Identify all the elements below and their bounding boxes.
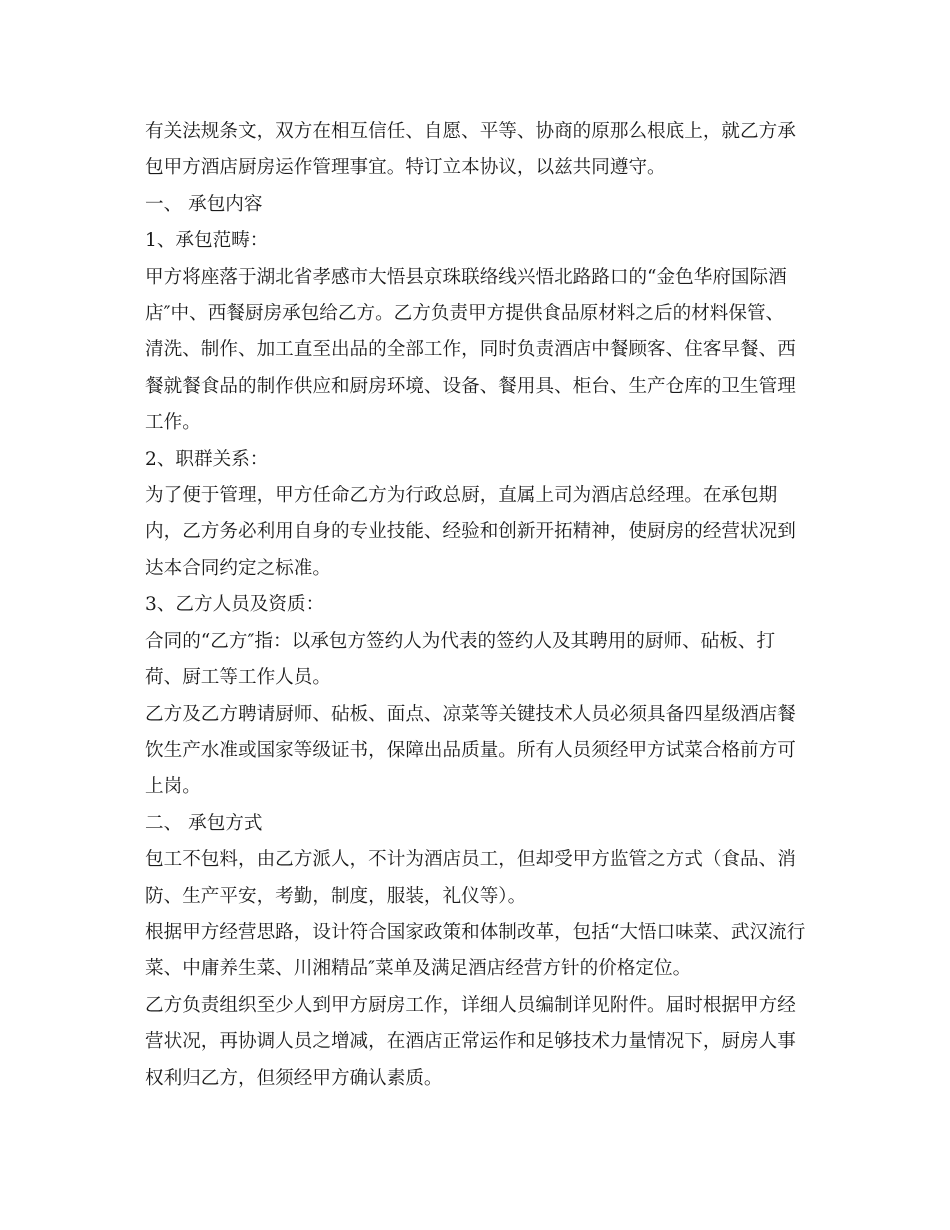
text-line: 1、承包范畴： xyxy=(145,230,269,252)
text-line: 包工不包料，由乙方派人，不计为酒店员工，但却受甲方监管之方式（食品、消 xyxy=(145,849,796,871)
text-line: 合同的“乙方″指：以承包方签约人为代表的签约人及其聘用的厨师、砧板、打 xyxy=(145,630,776,652)
paragraph xyxy=(145,442,817,478)
text-line: 甲方将座落于湖北省孝感市大悟县京珠联络线兴悟北路路口的“金色华府国际酒 xyxy=(145,266,787,288)
text-line: 二、 承包方式 xyxy=(145,812,263,834)
text-line: 为了便于管理，甲方任命乙方为行政总厨，直属上司为酒店总经理。在承包期 xyxy=(145,485,778,507)
text-line: 清洗、制作、加工直至出品的全部工作，同时负责酒店中餐顾客、住客早餐、西 xyxy=(145,339,796,361)
text-line: 工作。 xyxy=(145,412,201,434)
paragraph xyxy=(145,697,817,806)
text-line: 防、生产平安，考勤，制度，服装，礼仪等）。 xyxy=(145,885,527,907)
text-line: 餐就餐食品的制作供应和厨房环境、设备、餐用具、柜台、生产仓库的卫生管理 xyxy=(145,375,796,397)
paragraph xyxy=(145,587,817,623)
text-line: 菜、中庸养生菜、川湘精品″菜单及满足酒店经营方针的价格定位。 xyxy=(145,958,692,980)
text-line: 饮生产水准或国家等级证书，保障出品质量。所有人员须经甲方试菜合格前方可 xyxy=(145,739,796,761)
paragraph xyxy=(145,624,817,697)
text-line: 达本合同约定之标准。 xyxy=(145,557,331,579)
text-line: 3、乙方人员及资质： xyxy=(145,594,325,616)
text-line: 包甲方酒店厨房运作管理事宜。特订立本协议，以兹共同遵守。 xyxy=(145,157,666,179)
text-line: 上岗。 xyxy=(145,776,201,798)
paragraph xyxy=(145,478,817,587)
text-line: 乙方负责组织至少人到甲方厨房工作，详细人员编制详见附件。届时根据甲方经 xyxy=(145,994,796,1016)
text-line: 营状况，再协调人员之增减，在酒店正常运作和足够技术力量情况下，厨房人事 xyxy=(145,1031,796,1053)
text-line: 一、 承包内容 xyxy=(145,193,263,215)
paragraph xyxy=(145,114,817,187)
paragraph xyxy=(145,260,817,442)
paragraph xyxy=(145,806,817,842)
paragraph xyxy=(145,915,817,988)
text-line: 有关法规条文，双方在相互信任、自愿、平等、协商的原那么根底上，就乙方承 xyxy=(145,121,796,142)
text-line: 权利归乙方，但须经甲方确认素质。 xyxy=(145,1067,443,1089)
paragraph xyxy=(145,223,817,259)
paragraph xyxy=(145,988,817,1097)
paragraph xyxy=(145,842,817,915)
text-line: 店″中、西餐厨房承包给乙方。乙方负责甲方提供食品原材料之后的材料保管、 xyxy=(145,303,785,325)
text-line: 根据甲方经营思路，设计符合国家政策和体制改革，包括“大悟口味菜、武汉流行 xyxy=(145,921,806,943)
text-line: 2、职群关系： xyxy=(145,448,269,470)
paragraph xyxy=(145,187,817,223)
text-line: 内，乙方务必利用自身的专业技能、经验和创新开拓精神，使厨房的经营状况到 xyxy=(145,521,796,543)
document-body xyxy=(145,114,817,1097)
text-line: 荷、厨工等工作人员。 xyxy=(145,667,331,689)
text-line: 乙方及乙方聘请厨师、砧板、面点、凉菜等关键技术人员必须具备四星级酒店餐 xyxy=(145,703,796,725)
